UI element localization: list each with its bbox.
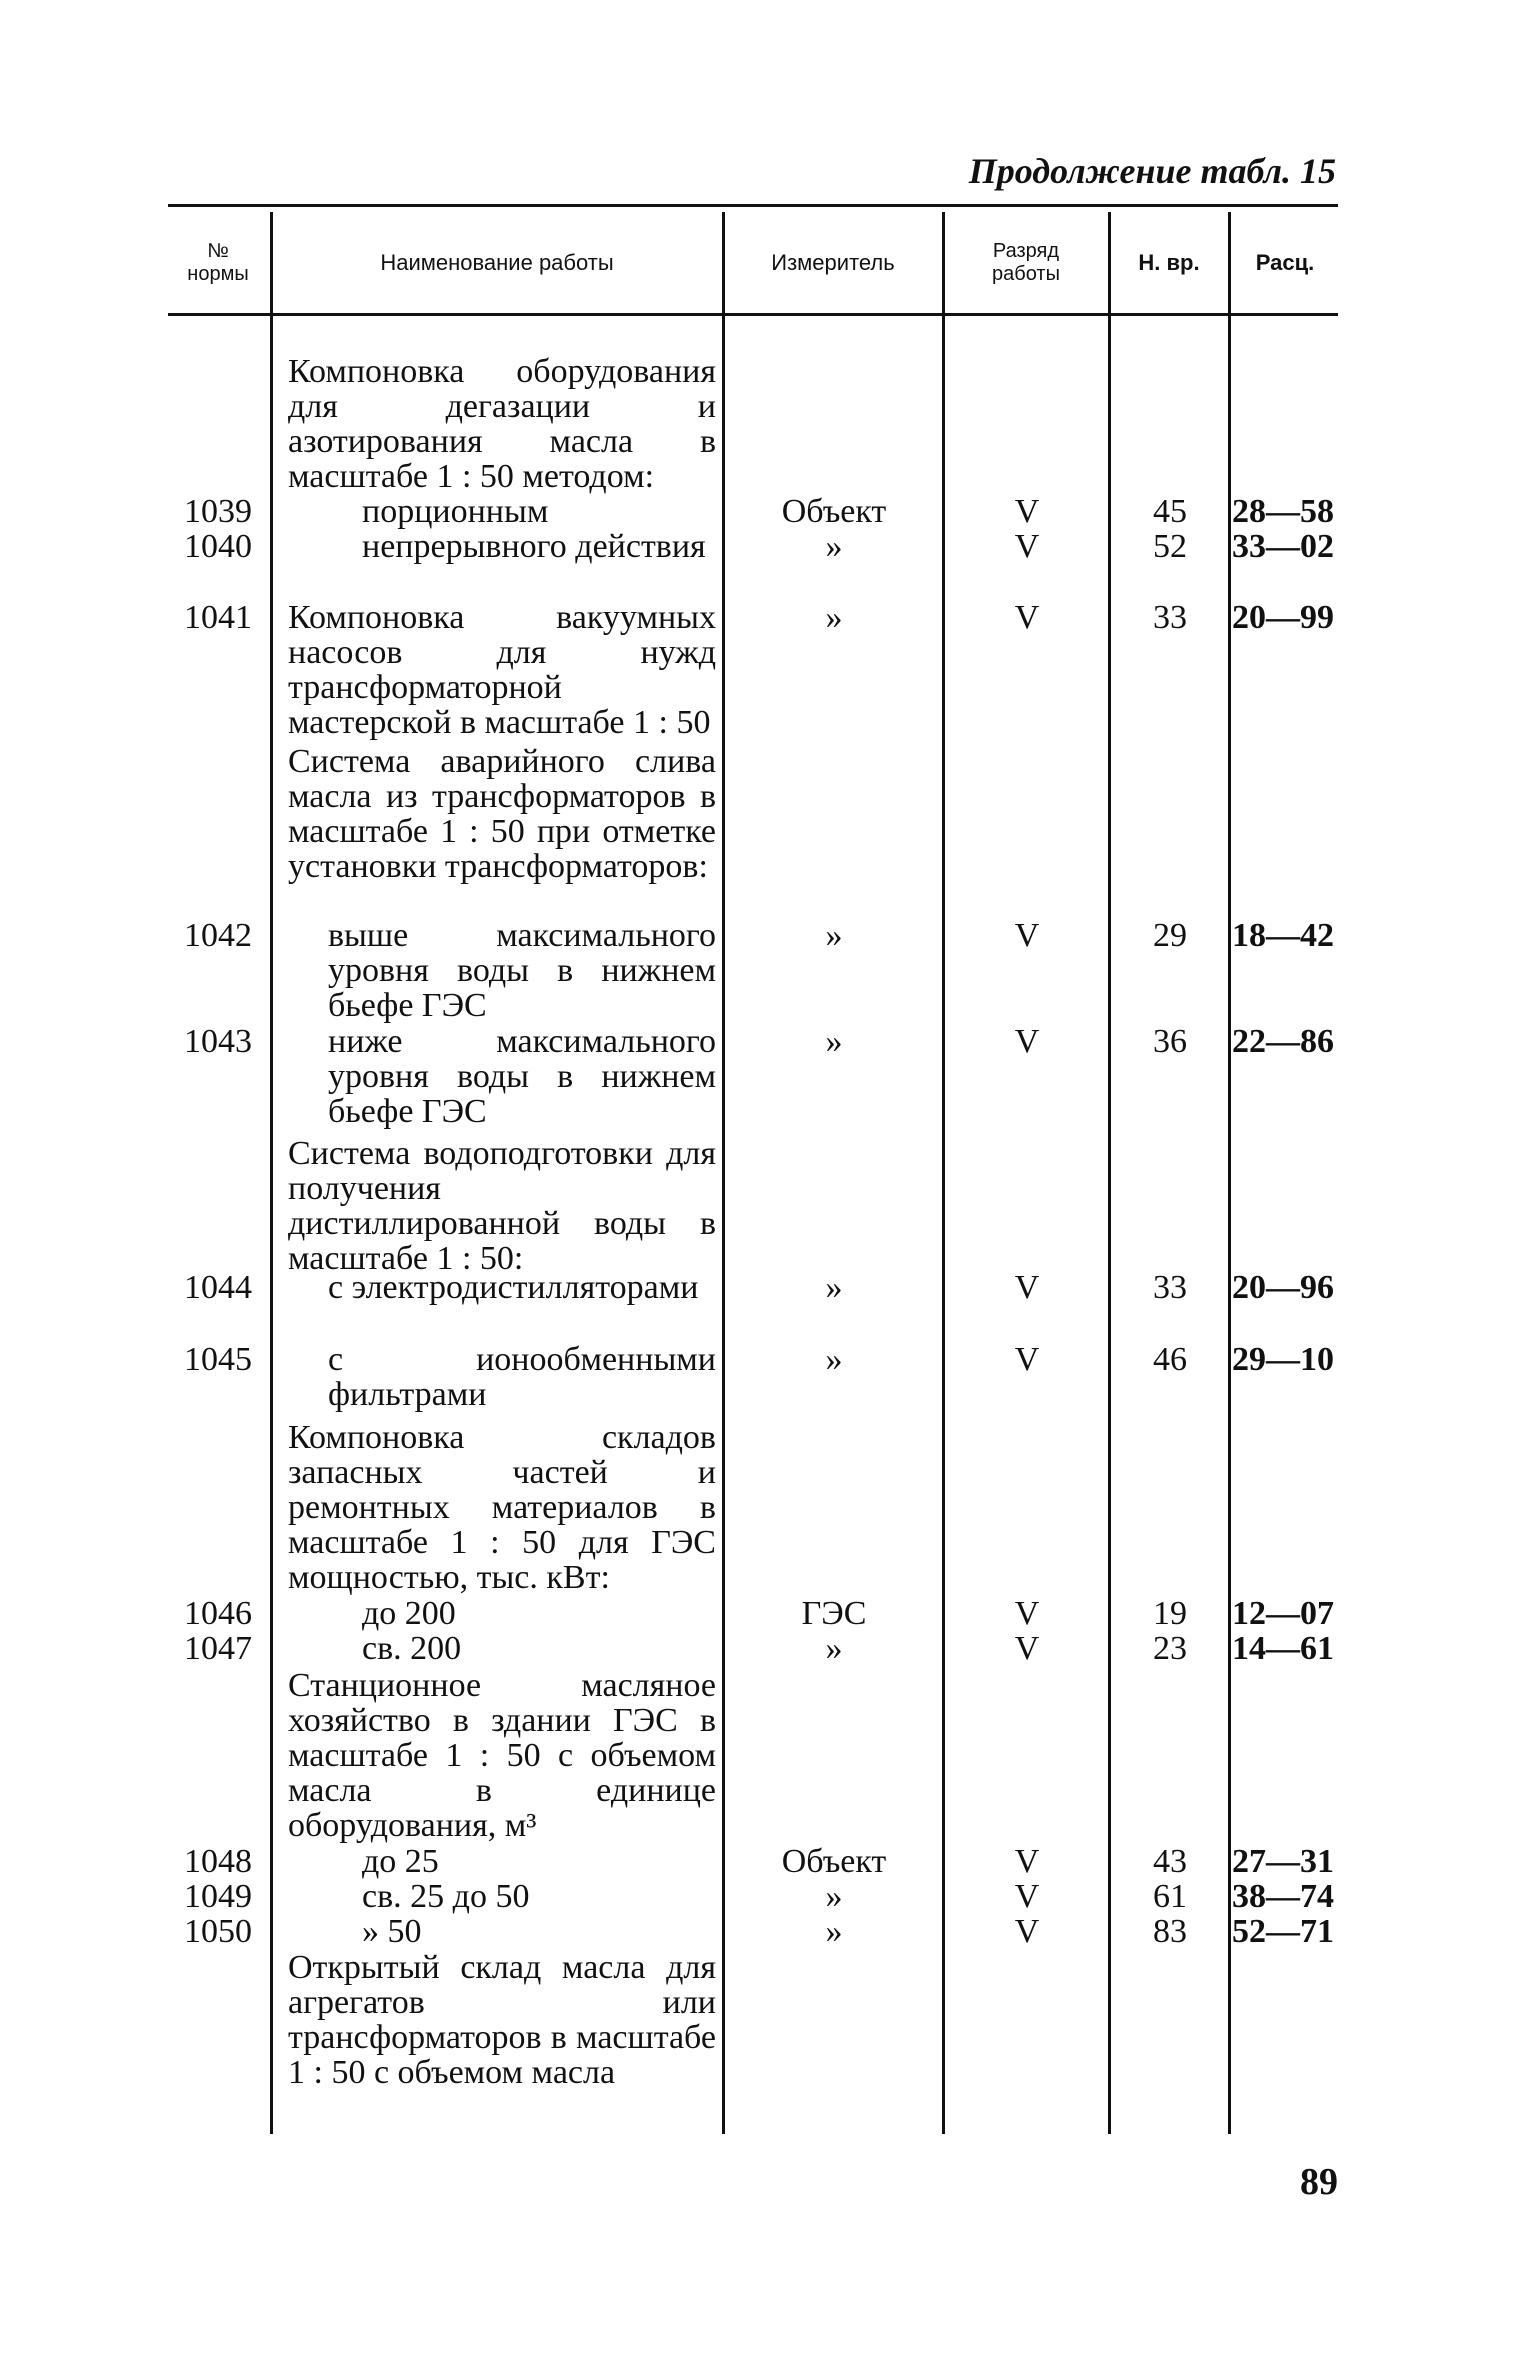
rule-header — [168, 313, 1338, 316]
row-rate: 27—31 — [1232, 1843, 1334, 1880]
row-grade: V — [1014, 493, 1040, 530]
row-time: 43 — [1153, 1843, 1187, 1880]
row-unit: » — [825, 1023, 843, 1060]
page-number: 89 — [1300, 2161, 1338, 2203]
header-grade: Разряд работы — [992, 240, 1060, 285]
row-unit: Объект — [781, 493, 887, 530]
row-rate: 20—99 — [1232, 599, 1334, 636]
row-desc: с электродистилляторами — [328, 1269, 699, 1306]
row-unit: » — [825, 528, 843, 565]
header-unit: Измеритель — [771, 250, 895, 275]
row-desc: с ионообменными фильтрами — [328, 1341, 716, 1413]
row-desc: Открытый склад масла для агрегатов или трансформаторов в масштабе 1 : 50 с объемом масла — [288, 1949, 716, 2091]
row-rate: 18—42 — [1232, 917, 1334, 954]
row-unit: ГЭС — [801, 1595, 867, 1632]
row-time: 29 — [1153, 917, 1187, 954]
row-grade: V — [1014, 1023, 1040, 1060]
row-grade: V — [1014, 1630, 1040, 1667]
row-grade: V — [1014, 1341, 1040, 1378]
row-rate: 20—96 — [1232, 1269, 1334, 1306]
header-name: Наименование работы — [380, 250, 614, 275]
col-divider — [1108, 212, 1111, 2134]
table-caption: Продолжение табл. 15 — [968, 151, 1336, 191]
row-num: 1049 — [184, 1878, 252, 1915]
row-rate: 33—02 — [1232, 528, 1334, 565]
row-desc: » 50 — [362, 1913, 422, 1950]
row-grade: V — [1014, 1878, 1040, 1915]
row-grade: V — [1014, 599, 1040, 636]
row-unit: » — [825, 1878, 843, 1915]
row-num: 1043 — [184, 1023, 252, 1060]
row-desc: до 200 — [362, 1595, 456, 1632]
row-grade: V — [1014, 917, 1040, 954]
row-num: 1046 — [184, 1595, 252, 1632]
row-grade: V — [1014, 1913, 1040, 1950]
row-unit: » — [825, 1913, 843, 1950]
row-num: 1044 — [184, 1269, 252, 1306]
row-grade: V — [1014, 1269, 1040, 1306]
row-time: 45 — [1153, 493, 1187, 530]
row-desc: св. 25 до 50 — [362, 1878, 530, 1915]
row-unit: » — [825, 1630, 843, 1667]
row-rate: 52—71 — [1232, 1913, 1334, 1950]
col-divider — [722, 212, 725, 2134]
row-time: 52 — [1153, 528, 1187, 565]
row-desc: непрерывного действия — [362, 528, 706, 565]
header-time: Н. вр. — [1138, 250, 1200, 275]
row-desc: Система аварийного слива масла из трансформаторов в масштабе 1 : 50 при отметке установки трансформаторов: — [288, 743, 716, 885]
row-num: 1041 — [184, 599, 252, 636]
row-unit: Объект — [781, 1843, 887, 1880]
row-desc: выше максимального уровня воды в нижнем бьефе ГЭС — [328, 917, 716, 1024]
row-desc: до 25 — [362, 1843, 439, 1880]
row-desc: св. 200 — [362, 1630, 462, 1667]
row-desc: Компоновка складов запасных частей и ремонтных материалов в масштабе 1 : 50 для ГЭС мощностью, тыс. кВт: — [288, 1419, 716, 1596]
row-desc: Станционное масляное хозяйство в здании ГЭС в масштабе 1 : 50 с объемом масла в единице оборудования, м³ — [288, 1667, 716, 1844]
row-num: 1045 — [184, 1341, 252, 1378]
header-rate: Расц. — [1255, 250, 1315, 275]
col-divider — [270, 212, 273, 2134]
row-time: 46 — [1153, 1341, 1187, 1378]
row-rate: 28—58 — [1232, 493, 1334, 530]
row-time: 61 — [1153, 1878, 1187, 1915]
row-num: 1040 — [184, 528, 252, 565]
row-rate: 12—07 — [1232, 1595, 1334, 1632]
row-time: 23 — [1153, 1630, 1187, 1667]
col-divider — [942, 212, 945, 2134]
row-unit: » — [825, 1341, 843, 1378]
row-rate: 38—74 — [1232, 1878, 1334, 1915]
row-time: 33 — [1153, 599, 1187, 636]
row-grade: V — [1014, 1595, 1040, 1632]
row-num: 1048 — [184, 1843, 252, 1880]
row-rate: 22—86 — [1232, 1023, 1334, 1060]
row-num: 1042 — [184, 917, 252, 954]
header-num: № нормы — [187, 240, 249, 285]
row-time: 33 — [1153, 1269, 1187, 1306]
row-desc: ниже максимального уровня воды в нижнем бьефе ГЭС — [328, 1023, 716, 1130]
row-desc: Компоновка вакуумных насосов для нужд трансформаторной мастерской в масштабе 1 : 50 — [288, 599, 716, 741]
row-unit: » — [825, 599, 843, 636]
row-unit: » — [825, 917, 843, 954]
row-num: 1039 — [184, 493, 252, 530]
rule-top — [168, 204, 1338, 207]
row-unit: » — [825, 1269, 843, 1306]
row-desc: Компоновка оборудования для дегазации и азотирования масла в масштабе 1 : 50 методом: — [288, 354, 716, 494]
row-time: 19 — [1153, 1595, 1187, 1632]
col-divider — [1228, 212, 1231, 2134]
row-time: 83 — [1153, 1913, 1187, 1950]
row-desc: порционным — [362, 493, 549, 530]
row-num: 1047 — [184, 1630, 252, 1667]
row-grade: V — [1014, 528, 1040, 565]
row-rate: 14—61 — [1232, 1630, 1334, 1667]
row-time: 36 — [1153, 1023, 1187, 1060]
row-num: 1050 — [184, 1913, 252, 1950]
row-rate: 29—10 — [1232, 1341, 1334, 1378]
row-desc: Система водоподготовки для получения дистиллированной воды в масштабе 1 : 50: — [288, 1135, 716, 1277]
row-grade: V — [1014, 1843, 1040, 1880]
